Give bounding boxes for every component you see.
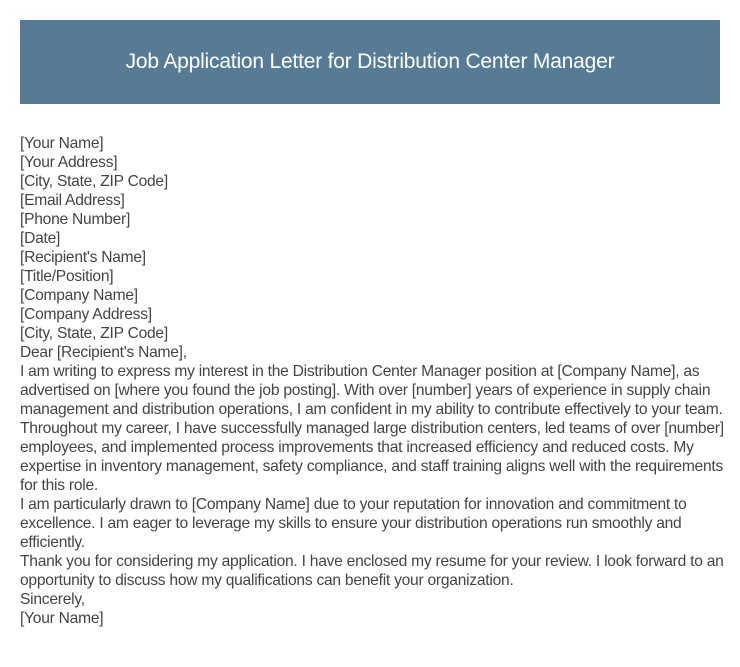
recipient-name: [Recipient's Name] bbox=[20, 249, 146, 266]
sender-email: [Email Address] bbox=[20, 192, 125, 209]
signature: [Your Name] bbox=[20, 610, 104, 627]
sender-address: [Your Address] bbox=[20, 154, 118, 171]
recipient-company: [Company Name] bbox=[20, 287, 138, 304]
salutation: Dear [Recipient's Name], bbox=[20, 344, 187, 361]
paragraph-intro: I am writing to express my interest in the Distribution Center Manager position at [Company Name], as advertised on [where you found the job posting]. With over [number] years of experience in supply chain management and distribution operations, I am confident in my ability to contribute effectively to your team. bbox=[20, 363, 723, 418]
sender-name: [Your Name] bbox=[20, 135, 104, 152]
paragraph-closing: Thank you for considering my application. I have enclosed my resume for your review. I look forward to an opportunity to discuss how my qualifications can benefit your organization. bbox=[20, 553, 724, 589]
recipient-address: [Company Address] bbox=[20, 306, 152, 323]
closing: Sincerely, bbox=[20, 591, 85, 608]
sender-city-state-zip: [City, State, ZIP Code] bbox=[20, 173, 168, 190]
sender-phone: [Phone Number] bbox=[20, 211, 131, 228]
title-banner bbox=[20, 20, 720, 104]
page-title: Job Application Letter for Distribution Center Manager bbox=[125, 50, 615, 73]
paragraph-motivation: I am particularly drawn to [Company Name] due to your reputation for innovation and commitment to excellence. I am eager to leverage my skills to ensure your distribution operations run smoothly and efficiently. bbox=[20, 496, 687, 551]
paragraph-experience: Throughout my career, I have successfully managed large distribution centers, led teams of over [number] employees, and implemented process improvements that increased efficiency and reduced costs. My expertise in inventory management, safety compliance, and staff training aligns well with the requirements for this role. bbox=[20, 420, 724, 494]
recipient-city-state-zip: [City, State, ZIP Code] bbox=[20, 325, 168, 342]
recipient-title: [Title/Position] bbox=[20, 268, 114, 285]
letter-date: [Date] bbox=[20, 230, 61, 247]
letter-body bbox=[20, 134, 726, 628]
